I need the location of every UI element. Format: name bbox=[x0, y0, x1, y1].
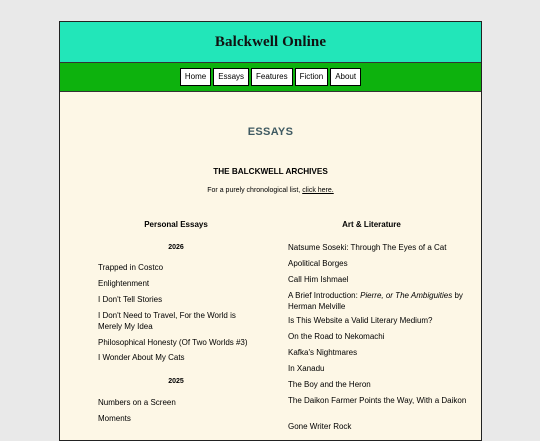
essay-link-kafkas-nightmares[interactable]: Kafka's Nightmares bbox=[288, 348, 358, 357]
chronological-list-link[interactable]: click here. bbox=[302, 187, 334, 194]
essay-link-daikon-farmer[interactable]: The Daikon Farmer Points the Way, With a Daikon bbox=[288, 396, 467, 405]
pierre-intro-prefix: A Brief Introduction: bbox=[288, 291, 358, 300]
art-literature-heading: Art & Literature bbox=[342, 220, 401, 229]
essay-link-valid-literary-medium[interactable]: Is This Website a Valid Literary Medium? bbox=[288, 316, 433, 325]
essay-link-numbers-on-a-screen[interactable]: Numbers on a Screen bbox=[98, 398, 176, 407]
nav-essays-button[interactable]: Essays bbox=[213, 68, 249, 86]
essay-link-road-to-nekomachi[interactable]: On the Road to Nekomachi bbox=[288, 332, 385, 341]
essay-link-enlightenment[interactable]: Enlightenment bbox=[98, 279, 150, 288]
page-container bbox=[59, 21, 482, 441]
archives-note-text: For a purely chronological list, bbox=[207, 187, 301, 194]
essay-link-call-him-ishmael[interactable]: Call Him Ishmael bbox=[288, 275, 349, 284]
archives-note bbox=[60, 187, 481, 194]
essay-link-trapped-in-costco[interactable]: Trapped in Costco bbox=[98, 263, 164, 272]
essay-link-moments[interactable]: Moments bbox=[98, 414, 131, 423]
nav-about-button[interactable]: About bbox=[330, 68, 361, 86]
nav-bar bbox=[60, 63, 481, 92]
essay-link-natsume-soseki[interactable]: Natsume Soseki: Through The Eyes of a Cat bbox=[288, 243, 447, 252]
personal-essays-heading: Personal Essays bbox=[144, 220, 208, 229]
pierre-intro-author: by Herman Melville bbox=[288, 291, 463, 311]
essay-link-boy-and-the-heron[interactable]: The Boy and the Heron bbox=[288, 380, 371, 389]
site-banner bbox=[60, 22, 481, 63]
essay-link-in-xanadu[interactable]: In Xanadu bbox=[288, 364, 325, 373]
essay-link-apolitical-borges[interactable]: Apolitical Borges bbox=[288, 259, 348, 268]
nav-fiction-button[interactable]: Fiction bbox=[295, 68, 329, 86]
nav-home-button[interactable]: Home bbox=[180, 68, 211, 86]
site-title: Balckwell Online bbox=[214, 33, 327, 50]
essay-link-pierre-introduction[interactable] bbox=[288, 290, 473, 312]
year-heading-2025: 2025 bbox=[168, 378, 184, 385]
pierre-intro-book-title: Pierre, or The Ambiguities bbox=[360, 291, 453, 300]
page-title: ESSAYS bbox=[247, 126, 294, 138]
essay-link-wonder-about-cats[interactable]: I Wonder About My Cats bbox=[98, 353, 185, 362]
essay-link-philosophical-honesty[interactable]: Philosophical Honesty (Of Two Worlds #3) bbox=[98, 338, 248, 347]
archives-title: THE BALCKWELL ARCHIVES bbox=[213, 167, 328, 176]
essay-link-gone-writer-rock[interactable]: Gone Writer Rock bbox=[288, 422, 352, 431]
essay-link-dont-need-to-travel[interactable]: I Don't Need to Travel, For the World is Merely My Idea bbox=[98, 311, 236, 331]
essay-link-dont-tell-stories[interactable]: I Don't Tell Stories bbox=[98, 295, 163, 304]
nav-features-button[interactable]: Features bbox=[251, 68, 293, 86]
year-heading-2026: 2026 bbox=[168, 244, 184, 251]
